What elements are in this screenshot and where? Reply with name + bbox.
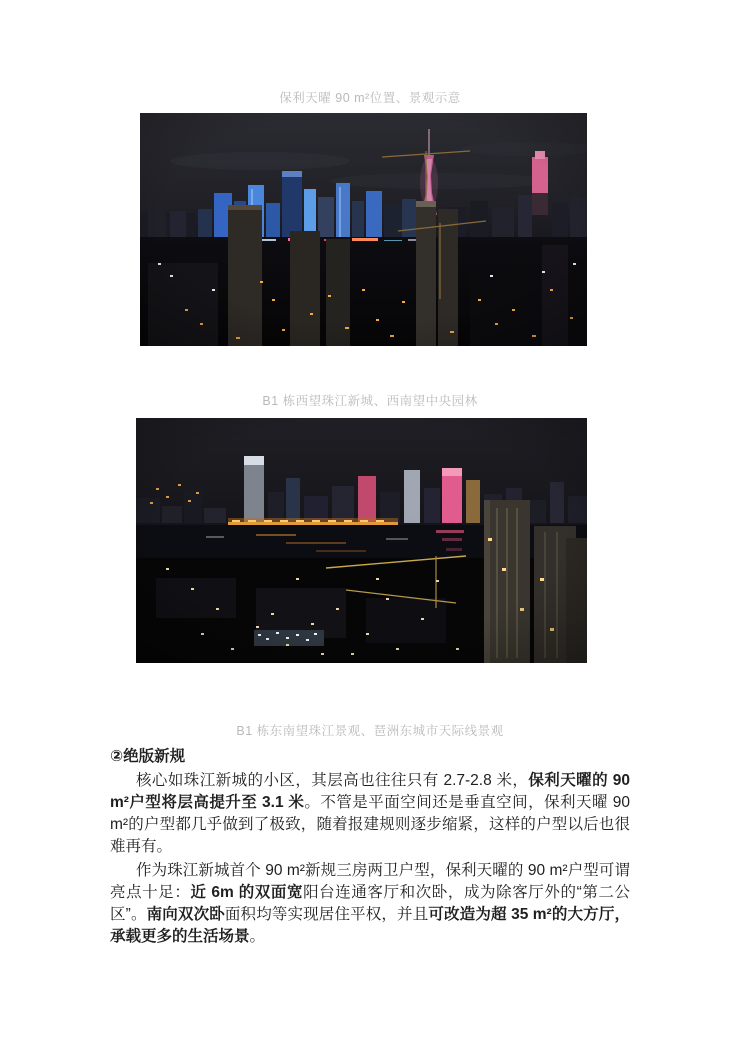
night-river-illustration [136,418,587,663]
text-run: 面积均等实现居住平权，并且 [224,906,429,923]
photo-caption-2: B1 栋西望珠江新城、西南望中央园林 [262,394,478,408]
text-run: 核心如珠江新城的小区，其层高也往往只有 2.7-2.8 米， [136,772,529,789]
photo-caption-1: 保利天曜 90 m²位置、景观示意 [279,91,461,105]
text-run: 南向双次卧 [146,906,225,923]
text-run: 保利天曜的 90 m²户型将层高提升至 3.1 米 [110,772,630,811]
text-run: 。 [249,928,266,945]
paragraph-1 [110,770,630,858]
photo-caption-3: B1 栋东南望珠江景观、琶洲东城市天际线景观 [236,724,504,738]
paragraph-2 [110,860,630,948]
article-body [110,746,630,950]
photo-night-river-bridge [136,418,587,663]
text-run: 可改造为超 35 m²的大方厅，承载更多的生活场景 [110,906,630,945]
night-skyline-illustration [140,113,587,346]
text-run: 阳台连通客厅和次卧，成为除客厅外的“第二公区”。 [110,884,630,923]
text-run: 。不管是平面空间还是垂直空间，保利天曜 90 m²的户型都几乎做到了极致，随着报建规则逐步缩紧，这样的户型以后也很难再有。 [110,794,630,855]
text-run: 作为珠江新城首个 90 m²新规三房两卫户型，保利天曜的 90 m²户型可谓亮点十足： [110,862,630,901]
photo-night-skyline-cbd [140,113,587,346]
section-heading: ②绝版新规 [110,748,186,765]
text-run: 近 6m 的双面宽 [190,884,304,901]
